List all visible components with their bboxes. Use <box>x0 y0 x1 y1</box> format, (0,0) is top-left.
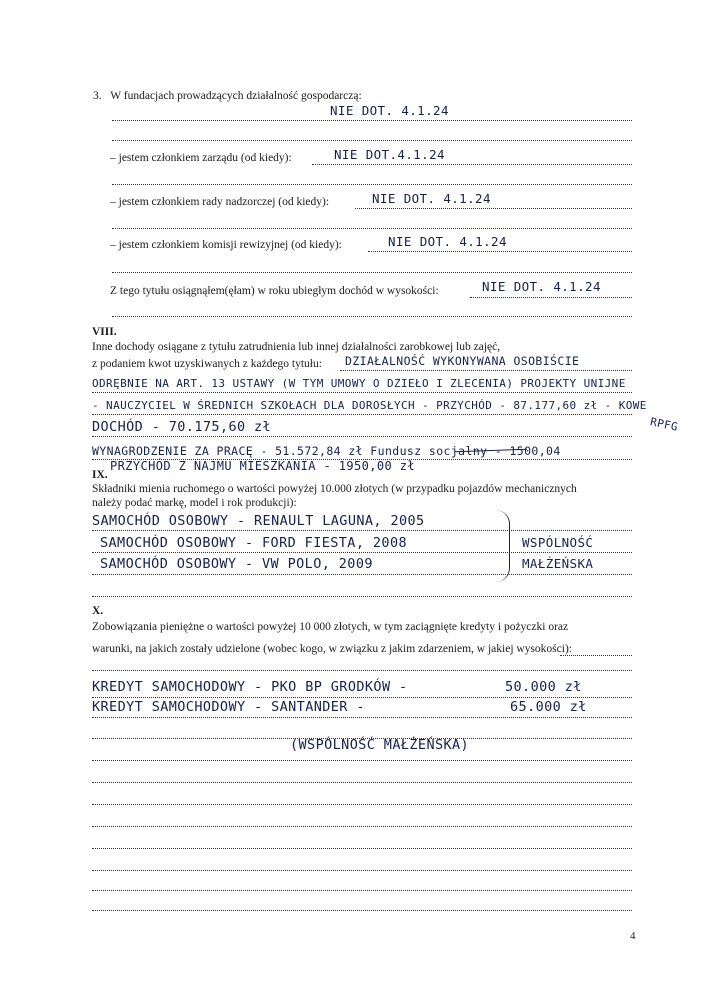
dotted-line <box>470 297 632 298</box>
section-ix-heading: IX. <box>92 469 108 481</box>
dotted-line <box>92 670 632 671</box>
section-x-line1: Zobowiązania pieniężne o wartości powyżej 10 000 złotych, w tym zaciągnięte kredyty i pożyczki oraz <box>92 621 569 633</box>
item3-answer: NIE DOT. 4.1.24 <box>330 103 449 118</box>
dotted-line <box>112 272 632 273</box>
dotted-line <box>92 870 632 871</box>
dotted-line <box>92 782 632 783</box>
dotted-line <box>92 890 632 891</box>
section-ix-line2: należy podać markę, model i rok produkcji): <box>92 497 297 509</box>
item3-text: 3. W fundacjach prowadzących działalność gospodarczą: <box>93 90 362 102</box>
dotted-line <box>92 596 632 597</box>
dotted-line <box>92 552 632 553</box>
rada-label: – jestem członkiem rady nadzorczej (od kiedy): <box>110 196 330 208</box>
dotted-line <box>92 760 632 761</box>
dotted-line <box>312 164 632 165</box>
zarzad-answer: NIE DOT.4.1.24 <box>334 147 445 162</box>
dotted-line <box>112 228 632 229</box>
section-ix-line1: Składniki mienia ruchomego o wartości powyżej 10.000 złotych (w przypadku pojazdów mechanicznych <box>92 483 577 495</box>
ix-hw-note1: WSPÓLNOŚĆ <box>522 535 594 550</box>
dotted-line <box>112 120 632 121</box>
x-hw-note: (WSPÓLNOŚĆ MAŁŻEŃSKA) <box>290 737 470 753</box>
ix-hw-line3: SAMOCHÓD OSOBOWY - VW POLO, 2009 <box>100 556 373 572</box>
section-viii-line1: Inne dochody osiągane z tytułu zatrudnienia lub innej działalności zarobkowej lub zajęć, <box>92 341 501 353</box>
ix-hw-line1: SAMOCHÓD OSOBOWY - RENAULT LAGUNA, 2005 <box>92 513 425 529</box>
dotted-line <box>92 530 632 531</box>
viii-hw-line6: PRZYCHÓD Z NAJMU MIESZKANIA - 1950,00 zł <box>110 459 415 473</box>
dotted-line <box>92 826 632 827</box>
viii-hw-line1: DZIAŁALNOŚĆ WYKONYWANA OSOBIŚCIE <box>345 354 580 368</box>
page-number: 4 <box>630 930 636 942</box>
section-viii-line2: z podaniem kwot uzyskiwanych z każdego tytułu: <box>92 358 322 370</box>
dotted-line <box>340 370 632 371</box>
section-x-heading: X. <box>92 605 104 617</box>
dotted-line <box>92 574 632 575</box>
ix-hw-line2: SAMOCHÓD OSOBOWY - FORD FIESTA, 2008 <box>100 535 407 551</box>
dochod-label: Z tego tytułu osiągnąłem(ęłam) w roku ubiegłym dochód w wysokości: <box>110 285 439 297</box>
rada-answer: NIE DOT. 4.1.24 <box>372 191 491 206</box>
viii-hw-line5: WYNAGRODZENIE ZA PRACĘ - 51.572,84 zł Fundusz socjalny - 1500,04 <box>92 444 561 458</box>
dotted-line <box>92 414 632 415</box>
section-x-line2: warunki, na jakich zostały udzielone (wobec kogo, w związku z jakim zdarzeniem, w jakiej wysokości): <box>92 643 572 655</box>
dotted-line <box>92 392 632 393</box>
viii-hw-note: RPFG <box>649 415 680 434</box>
dochod-answer: NIE DOT. 4.1.24 <box>482 279 601 294</box>
dotted-line <box>368 251 632 252</box>
dotted-line <box>355 208 632 209</box>
komisja-label: – jestem członkiem komisji rewizyjnej (od kiedy): <box>110 239 342 251</box>
x-hw-line1-amount: 50.000 zł <box>505 679 582 695</box>
section-viii-heading: VIII. <box>92 326 117 338</box>
dotted-line <box>92 848 632 849</box>
viii-hw-line3: - NAUCZYCIEL W ŚREDNICH SZKOŁACH DLA DOROSŁYCH - PRZYCHÓD - 87.177,60 zł - KOWE <box>92 399 647 412</box>
x-hw-line1-desc: KREDYT SAMOCHODOWY - PKO BP GRODKÓW - <box>92 679 408 695</box>
x-hw-line2-desc: KREDYT SAMOCHODOWY - SANTANDER - <box>92 699 365 715</box>
dotted-line <box>92 717 632 718</box>
komisja-answer: NIE DOT. 4.1.24 <box>388 234 507 249</box>
ix-hw-note2: MAŁŻEŃSKA <box>522 556 594 571</box>
zarzad-label: – jestem członkiem zarządu (od kiedy): <box>110 152 292 164</box>
viii-hw-line4: DOCHÓD - 70.175,60 zł <box>92 419 272 435</box>
dotted-line <box>560 655 632 656</box>
dotted-line <box>112 184 632 185</box>
x-hw-line2-amount: 65.000 zł <box>510 699 587 715</box>
dotted-line <box>92 697 632 698</box>
dotted-line <box>112 316 632 317</box>
viii-hw-line2: ODRĘBNIE NA ART. 13 USTAWY (W TYM UMOWY O DZIEŁO I ZLECENIA) PROJEKTY UNIJNE <box>92 377 626 390</box>
grouping-brace <box>495 510 510 582</box>
dotted-line <box>92 804 632 805</box>
dotted-line <box>92 910 632 911</box>
dotted-line <box>92 436 632 437</box>
dotted-line <box>112 140 632 141</box>
